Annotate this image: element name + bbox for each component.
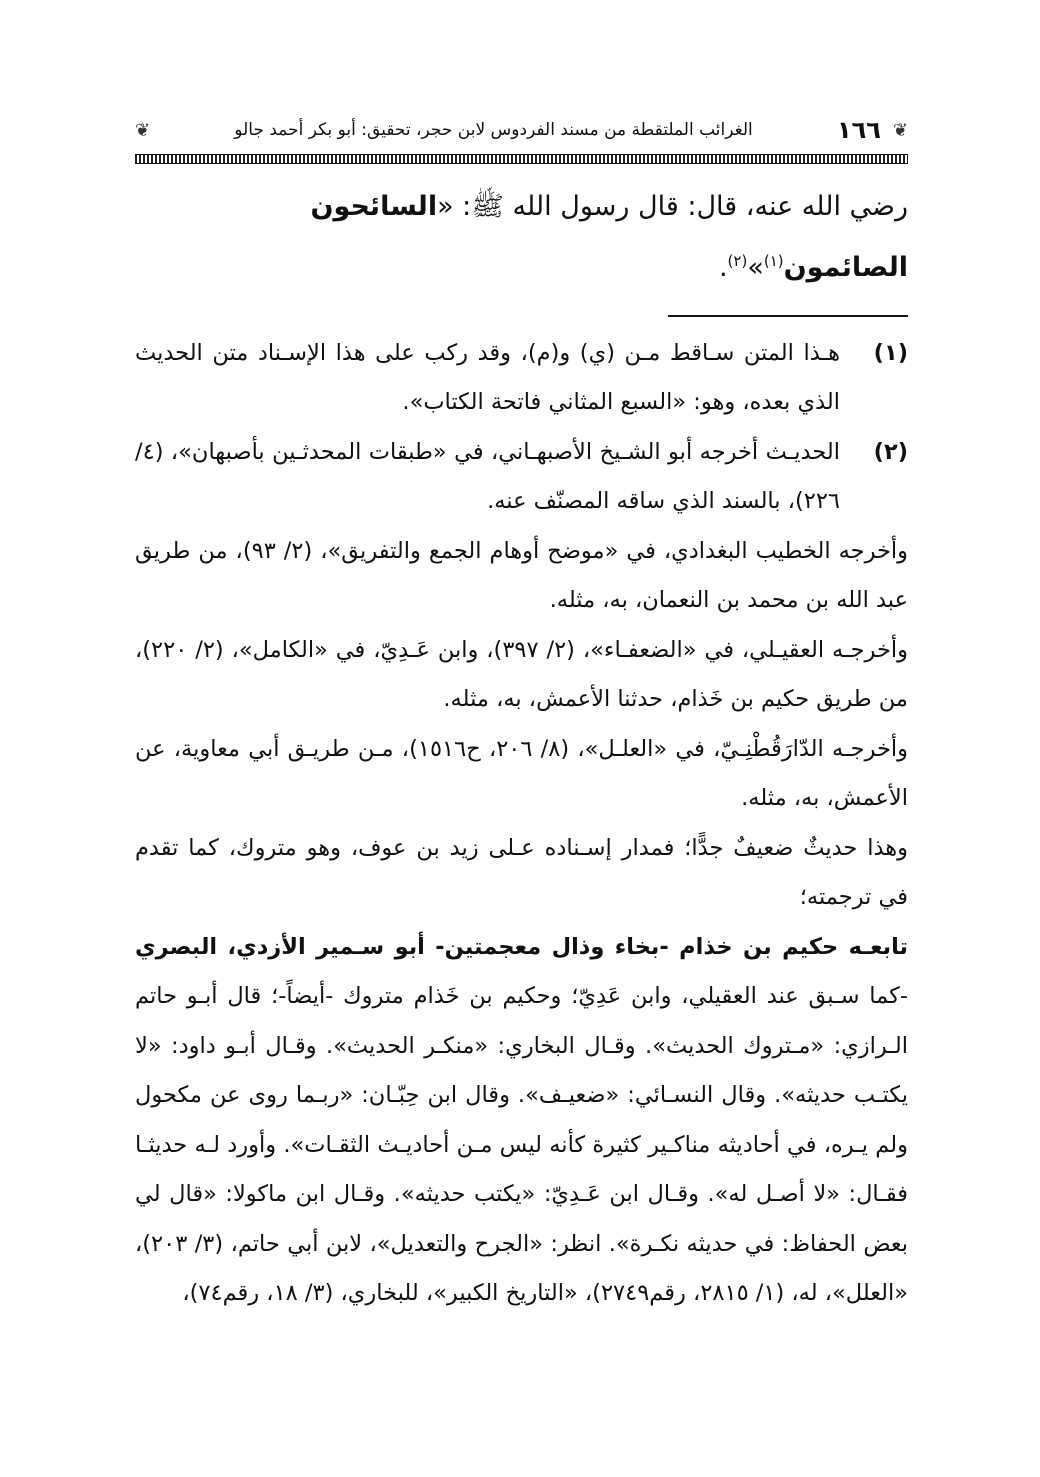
footnote-text: هـذا المتن سـاقط مـن (ي) و(م)، وقد ركب على هذا الإسـناد متن الحديث الذي بعده، وهو: «السبع المثاني فاتحة الكتاب». xyxy=(135,339,840,415)
footnote-paragraph: وأخرجه الخطيب البغدادي، في «موضح أوهام الجمع والتفريق»، (٢/ ٩٣)، من طريق عبد الله بن محمد بن النعمان، به، مثله. xyxy=(135,537,909,613)
ornament-icon: ❦ xyxy=(892,119,908,141)
footnote-1 xyxy=(135,329,908,428)
footnote-paragraph xyxy=(135,923,908,1319)
hadith-text xyxy=(135,180,908,295)
hadith-matn: السائحون الصائمون xyxy=(310,191,908,283)
follow-up-body: -كما سـبق عند العقيلي، وابن عَدِيّ؛ وحكيم بن خَذام متروك -أيضاً-؛ قال أبـو حاتم الـرازي: «مـتروك الحديث». وقـال البخاري: «منكـر الحديث». وقـال أبـو داود: «لا يكتـب حديثه». وقال النسـائي: «ضعيـف». وقال ابن حِبّـان: «ربـما روى عن مكحول ولم يـره، في أحاديثه مناكـير كثيرة كأنه ليس مـن أحاديـث الثقـات». وأورد لـه حديثـا فقـال: «لا أصـل له». وقـال ابن عَـدِيّ: «يكتب حديثه». وقـال ابن ماكولا: «قال لي بعض الحفاظ: في حديثه نكـرة». انظر: «الجرح والتعديل»، لابن أبي حاتم، (٣/ ٢٠٣)، «العلل»، له، (١/ ٢٨١٥، رقم٢٧٤٩)، «التاريخ الكبير»، للبخاري، (٣/ ١٨، رقم٧٤)، xyxy=(135,983,908,1306)
footnote-divider xyxy=(668,315,908,317)
footnote-paragraph: وأخرجـه الدّارَقُطْنِـيّ، في «العلـل»، (٨/ ٢٠٦، ح١٥١٦)، مـن طريـق أبي معاوية، عن الأعمش، به، مثله. xyxy=(135,735,908,811)
footnote-paragraph: وأخرجـه العقيـلي، في «الضعفـاء»، (٢/ ٣٩٧)، وابن عَـدِيّ، في «الكامل»، (٢/ ٢٢٠)، من طريق حكيم بن خَذام، حدثنا الأعمش، به، مثله. xyxy=(135,636,908,712)
running-title: الغرائب الملتقطة من مسند الفردوس لابن حجر، تحقيق: أبو بكر أحمد جالو xyxy=(234,120,753,140)
hadith-end: . xyxy=(718,252,728,283)
footnote-paragraph: وهذا حديثٌ ضعيفٌ جدًّا؛ فمدار إسـناده عـلى زيد بن عوف، وهو متروك، كما تقدم في ترجمته؛ xyxy=(135,834,908,910)
follow-up-lead: تابعـه حكيم بن خذام -بخاء وذال معجمتين- أبو سـمير الأزدي، البصري xyxy=(135,933,908,960)
footnote-ref-1[interactable]: (١) xyxy=(763,252,784,270)
footnote-2 xyxy=(135,428,908,527)
footnote-paragraph: الحديـث أخرجه أبو الشـيخ الأصبهـاني، في «طبقات المحدثـين بأصبهان»، (٤/ ٢٢٦)، بالسند الذي ساقه المصنّف عنه. xyxy=(135,438,840,514)
running-header xyxy=(135,108,908,152)
page-number: ١٦٦ xyxy=(836,116,881,144)
footnote-ref-2[interactable]: (٢) xyxy=(727,252,748,270)
header-ornamental-rule xyxy=(135,154,908,164)
hadith-intro: رضي الله عنه، قال: قال رسول الله ﷺ: « xyxy=(437,191,908,222)
ornament-icon: ❦ xyxy=(135,119,151,141)
footnotes xyxy=(135,329,908,1319)
footnote-number: (١) xyxy=(873,339,908,366)
book-page xyxy=(135,108,908,1319)
footnote-number: (٢) xyxy=(873,438,908,465)
quote-close: » xyxy=(747,252,764,283)
